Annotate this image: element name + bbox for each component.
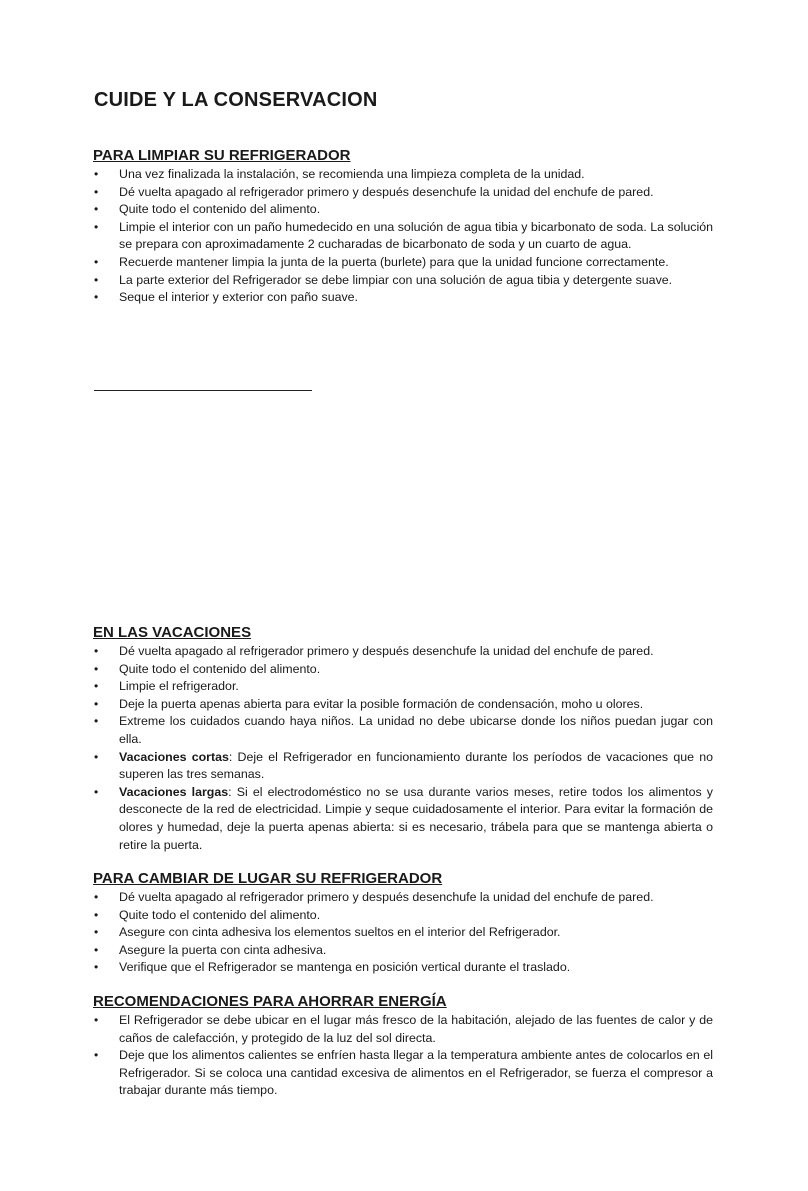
bullet-list [93, 889, 713, 977]
list-item: • Una vez finalizada la instalación, se recomienda una limpieza completa de la unidad. [93, 166, 713, 184]
list-item: • Extreme los cuidados cuando haya niños. La unidad no debe ubicarse donde los niños puedan jugar con ella. [94, 714, 713, 746]
bullet-icon: • [94, 784, 99, 799]
bullet-list [93, 643, 713, 854]
list-item: • Deje la puerta apenas abierta para evitar la posible formación de condensación, moho u olores. [93, 696, 713, 714]
bullet-icon: • [94, 644, 99, 658]
bullet-list [93, 1012, 713, 1100]
bullet-icon: • [94, 942, 99, 957]
list-item: • Vacaciones cortas: Deje el Refrigerador en funcionamiento durante los períodos de vacaciones que no superen las tres semanas. [94, 749, 713, 782]
list-item: • Quite todo el contenido del alimento. [93, 907, 713, 925]
bullet-icon: • [94, 184, 99, 199]
bullet-icon: • [94, 890, 99, 904]
list-item: • Dé vuelta apagado al refrigerador primero y después desenchufe la unidad del enchufe de pared. [93, 889, 713, 907]
bullet-icon: • [94, 254, 99, 269]
vacaciones-largas-label: Vacaciones largas [119, 784, 229, 799]
list-item: • Limpie el refrigerador. [93, 678, 713, 696]
list-item: • Quite todo el contenido del alimento. [93, 201, 713, 219]
list-item: • Dé vuelta apagado al refrigerador primero y después desenchufe la unidad del enchufe de pared. [93, 643, 713, 661]
section-energia [93, 993, 713, 1100]
bullet-icon: • [94, 749, 99, 764]
list-item: • Recuerde mantener limpia la junta de la puerta (burlete) para que la unidad funcione correctamente. [93, 254, 713, 272]
list-item: • Asegure con cinta adhesiva los elementos sueltos en el interior del Refrigerador. [93, 924, 713, 942]
bullet-icon: • [94, 1048, 99, 1063]
vacaciones-cortas-label: Vacaciones cortas [119, 749, 229, 764]
section-heading: PARA LIMPIAR SU REFRIGERADOR [93, 147, 351, 164]
bullet-icon: • [94, 272, 99, 287]
bullet-icon: • [94, 202, 99, 217]
list-item: • El Refrigerador se debe ubicar en el lugar más fresco de la habitación, alejado de las fuentes de calor y de caños de calefacción, y protegido de la luz del sol directa. [94, 1013, 713, 1045]
list-item: • Asegure la puerta con cinta adhesiva. [93, 942, 713, 960]
list-item: • Seque el interior y exterior con paño suave. [93, 289, 713, 307]
section-heading: RECOMENDACIONES PARA AHORRAR ENERGÍA [93, 993, 447, 1010]
list-item: • Limpie el interior con un paño humedecido en una solución de agua tibia y bicarbonato de soda. La solución se prepara con aproximadamente 2 cucharadas de bicarbonato de soda y un cuarto de agua. [94, 219, 713, 252]
section-heading: PARA CAMBIAR DE LUGAR SU REFRIGERADOR [93, 870, 443, 887]
list-item: • La parte exterior del Refrigerador se debe limpiar con una solución de agua tibia y detergente suave. [93, 272, 713, 290]
list-item: • Dé vuelta apagado al refrigerador primero y después desenchufe la unidad del enchufe de pared. [93, 184, 713, 202]
section-cambiar [93, 870, 713, 977]
bullet-icon: • [94, 290, 99, 305]
list-item: • Verifique que el Refrigerador se mantenga en posición vertical durante el traslado. [93, 959, 713, 977]
bullet-icon: • [94, 661, 99, 676]
bullet-icon: • [94, 167, 99, 181]
bullet-list [93, 166, 713, 307]
section-heading: EN LAS VACACIONES [93, 624, 252, 641]
bullet-icon: • [94, 679, 99, 694]
bullet-icon: • [94, 960, 99, 975]
list-item: • Vacaciones largas: Si el electrodoméstico no se usa durante varios meses, retire todos los alimentos y desconecte de la red de electricidad. Limpie y seque cuidadosamente el interior. Para evitar la formación de olores y humedad, deje la puerta apenas abierta: si es necesario, trábela para que se mantenga abierta o retire la puerta. [94, 784, 713, 852]
bullet-icon: • [94, 925, 99, 940]
bullet-icon: • [94, 714, 99, 729]
section-limpiar [93, 147, 713, 307]
bullet-icon: • [94, 907, 99, 922]
bullet-icon: • [94, 696, 99, 711]
list-item: • Deje que los alimentos calientes se enfríen hasta llegar a la temperatura ambiente antes de colocarlos en el Refrigerador. Si se coloca una cantidad excesiva de alimentos en el Refrigerador, se fuerza el compresor a trabajar durante más tiempo. [94, 1048, 713, 1098]
list-item: • Quite todo el contenido del alimento. [93, 661, 713, 679]
section-vacaciones [93, 624, 713, 854]
bullet-icon: • [94, 219, 99, 234]
page-title: CUIDE Y LA CONSERVACION [94, 89, 378, 111]
divider [94, 390, 312, 391]
bullet-icon: • [94, 1013, 99, 1027]
